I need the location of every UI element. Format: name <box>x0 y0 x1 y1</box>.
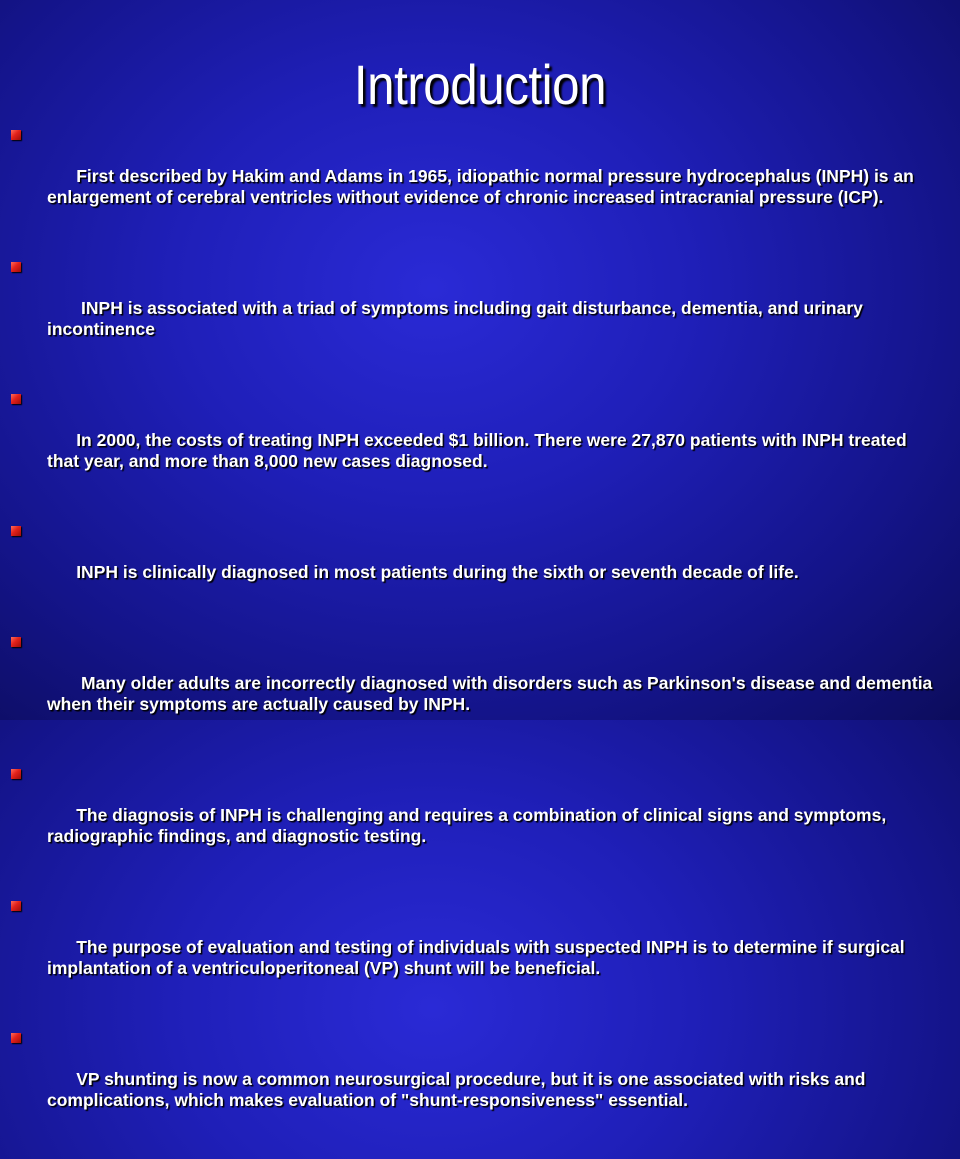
slide-title: Introduction <box>353 52 607 116</box>
bullet-text: The purpose of evaluation and testing of individuals with suspected INPH is to determine if surgical implantation of a ventriculoperitoneal (VP) shunt will be beneficial. <box>47 937 910 978</box>
red-square-bullet-icon <box>11 394 21 404</box>
red-square-bullet-icon <box>11 262 21 272</box>
bullet-text: In 2000, the costs of treating INPH exceeded $1 billion. There were 27,870 patients with INPH treated that year, and more than 8,000 new cases diagnosed. <box>47 430 912 471</box>
bullet-text: VP shunting is now a common neurosurgical procedure, but it is one associated with risks and complications, which makes evaluation of "shunt-responsiveness" essential. <box>47 1069 871 1110</box>
red-square-bullet-icon <box>11 1033 21 1043</box>
bullet-item <box>0 256 960 361</box>
red-square-bullet-icon <box>11 526 21 536</box>
bullet-text: First described by Hakim and Adams in 1965, idiopathic normal pressure hydrocephalus (INPH) is an enlargement of cerebral ventricles without evidence of chronic increased intracranial pressure (ICP). <box>47 166 919 207</box>
red-square-bullet-icon <box>11 130 21 140</box>
bullet-list <box>0 124 960 1159</box>
bullet-text: INPH is associated with a triad of symptoms including gait disturbance, dementia, and urinary incontinence <box>47 298 868 339</box>
bullet-text: INPH is clinically diagnosed in most patients during the sixth or seventh decade of life. <box>76 562 799 582</box>
red-square-bullet-icon <box>11 637 21 647</box>
bullet-item <box>0 520 960 604</box>
bullet-item <box>0 388 960 493</box>
bullet-text: The diagnosis of INPH is challenging and requires a combination of clinical signs and symptoms, radiographic findings, and diagnostic testing. <box>47 805 892 846</box>
bullet-item <box>0 895 960 1000</box>
bullet-text: Many older adults are incorrectly diagnosed with disorders such as Parkinson's disease and dementia when their symptoms are actually caused by INPH. <box>47 673 938 714</box>
red-square-bullet-icon <box>11 901 21 911</box>
bullet-item <box>0 763 960 868</box>
bullet-item <box>0 124 960 229</box>
bullet-item <box>0 1027 960 1132</box>
red-square-bullet-icon <box>11 769 21 779</box>
bullet-item <box>0 631 960 736</box>
